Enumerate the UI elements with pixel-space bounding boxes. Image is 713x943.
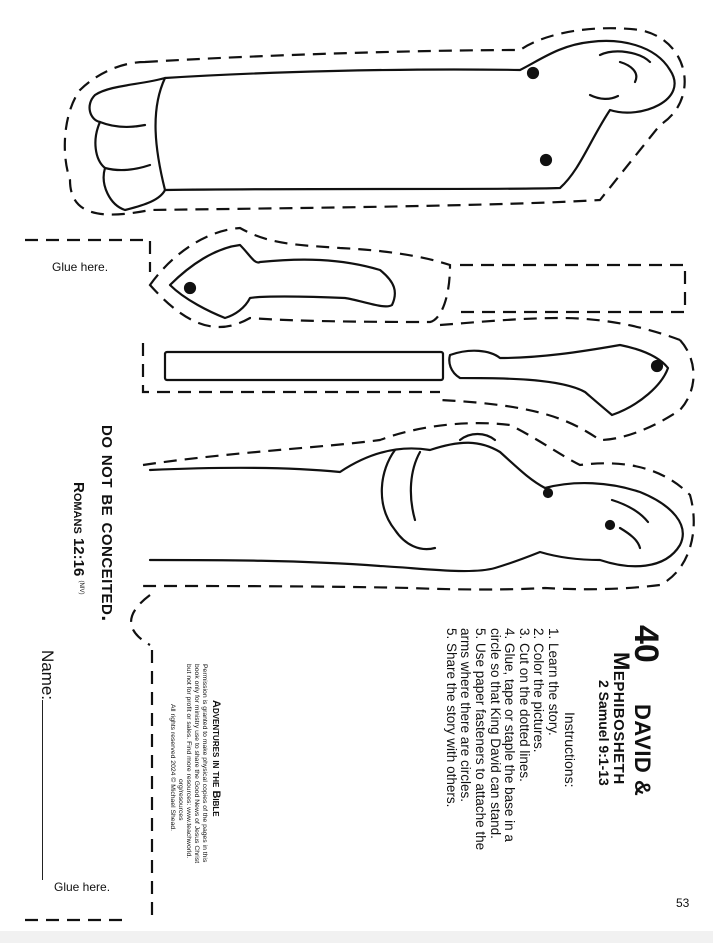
glue-here-top: Glue here. (52, 260, 109, 274)
permission-line: Permission is granted to make physical copies of the pages in this (201, 664, 208, 863)
lesson-title-line2: Mephibosheth (609, 652, 634, 785)
permission-line: org/resources (177, 779, 184, 821)
glue-here-bottom: Glue here. (54, 880, 111, 894)
permission-line: All rights reserved 2024 © Michael Shead. (169, 704, 176, 832)
verse-reference (70, 482, 87, 594)
lesson-title-line1: DAVID & (630, 704, 655, 797)
instructions-list (443, 628, 560, 850)
verse-reference-text: Romans 12:16 (70, 482, 87, 577)
page-number: 53 (676, 896, 690, 910)
instruction-line: 1. Learn the story. (546, 628, 561, 736)
name-blank-line[interactable] (42, 700, 57, 880)
permission-line: book only for ministry use to share the Good News of Jesus Christ (193, 664, 200, 864)
memory-verse: do not be conceited. (97, 425, 120, 622)
lesson-scripture: 2 Samuel 9:1-13 (596, 680, 612, 786)
lesson-number: 40 (627, 625, 665, 663)
name-field[interactable] (37, 650, 57, 880)
verse-version: (NIV) (78, 580, 84, 595)
base-strip (165, 352, 443, 380)
instruction-line: 5. Use paper fasteners to attache the (473, 628, 489, 851)
permission-notice (168, 664, 208, 863)
instruction-line: circle so that King David can stand. (487, 628, 503, 839)
instruction-line: 5. Share the story with others. (443, 628, 459, 808)
name-label: Name: (38, 650, 57, 701)
instruction-line: 2. Color the pictures. (531, 628, 547, 753)
page-bottom-edge (0, 931, 713, 943)
instructions-heading: Instructions: (562, 712, 578, 788)
brand-logo-text: Adventures in the Bible (210, 700, 222, 817)
instruction-line: arms where there are circles. (458, 628, 474, 803)
permission-line: but not for profit or sales. Find more resources: www.teachworld. (185, 664, 192, 859)
arm-piece-1 (170, 245, 395, 318)
mephibosheth-figure (90, 41, 675, 210)
instruction-line: 4. Glue, tape or staple the base in a (502, 628, 518, 842)
instruction-line: 3. Cut on the dotted lines. (516, 628, 532, 782)
arm-piece-2 (449, 345, 668, 415)
